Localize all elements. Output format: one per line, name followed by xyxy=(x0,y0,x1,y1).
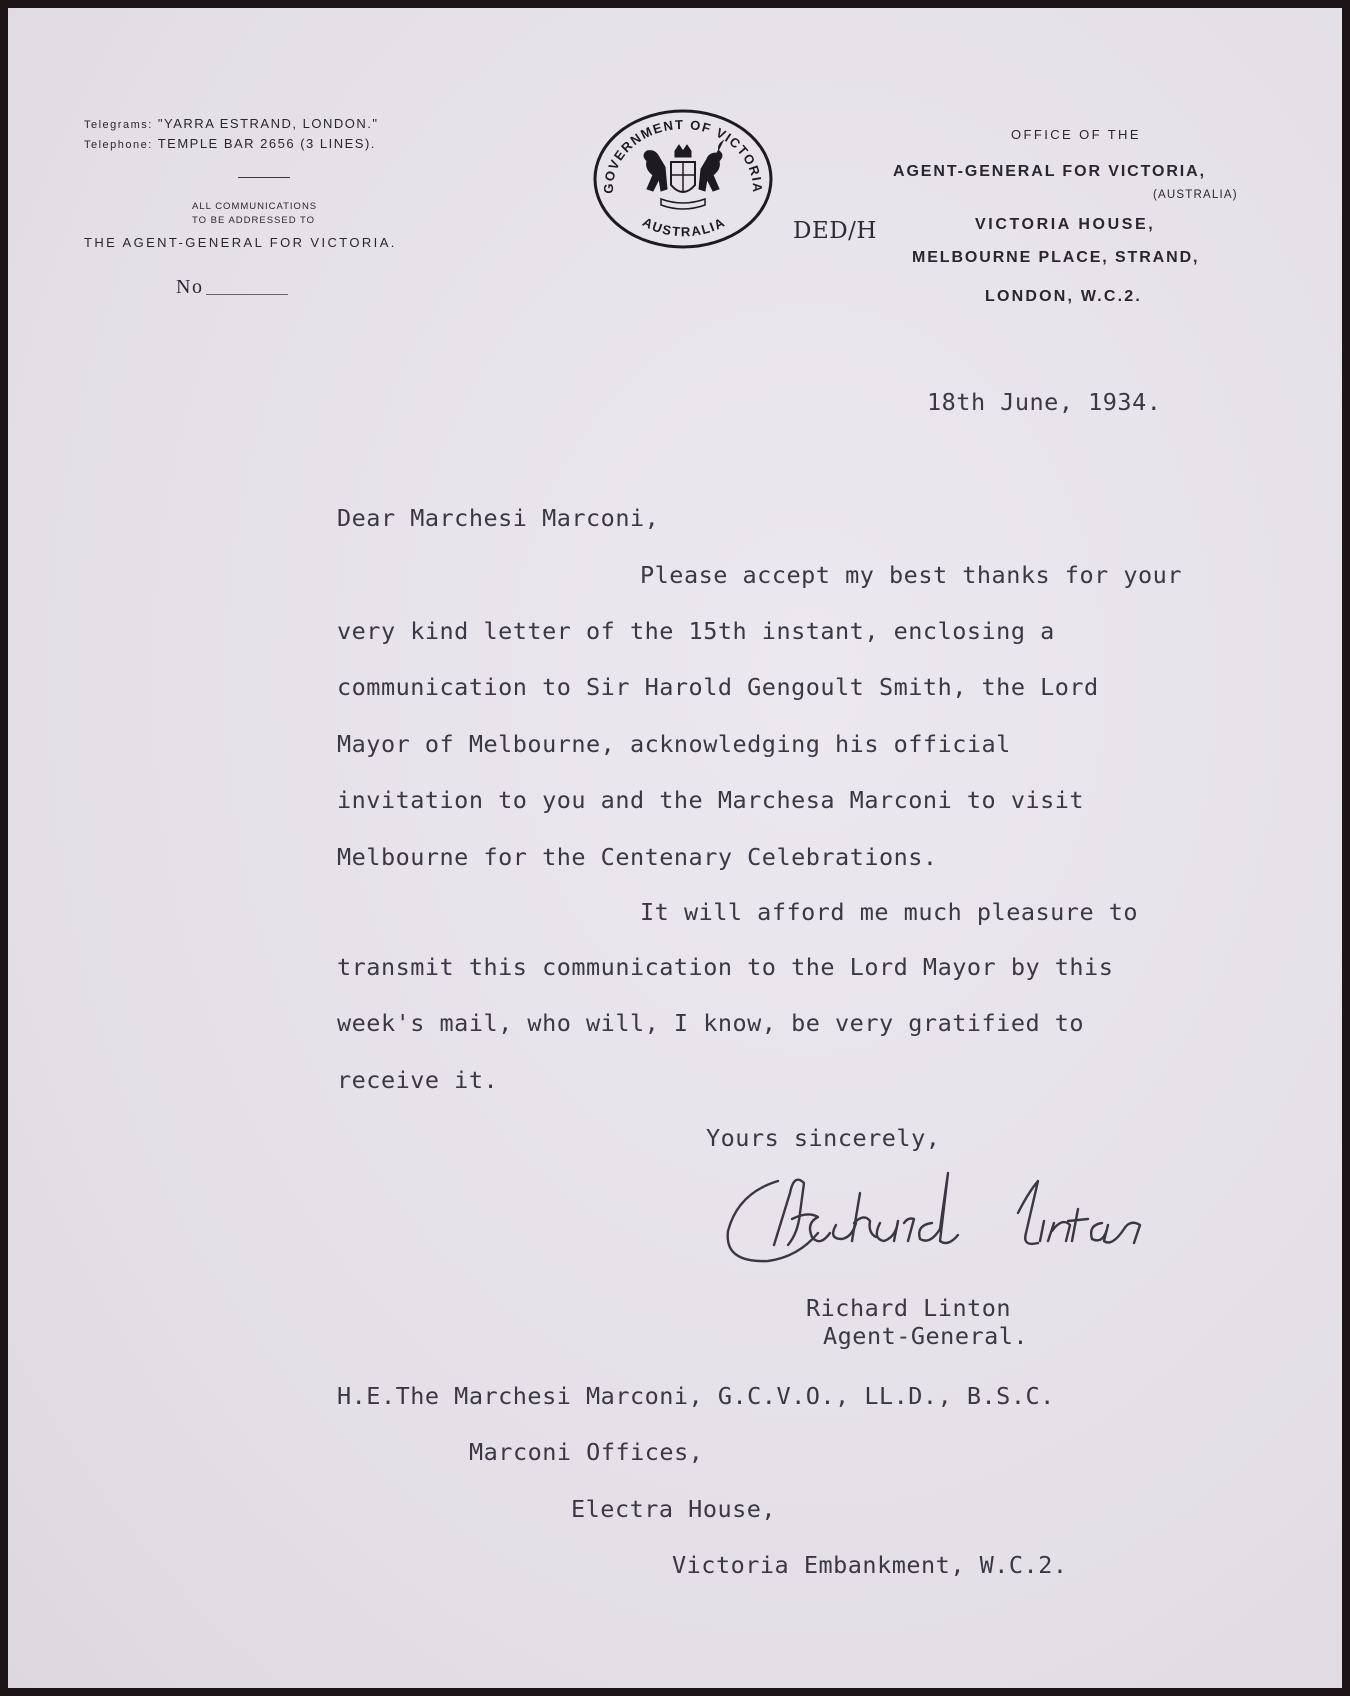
addressee-line: Marconi Offices, xyxy=(469,1438,704,1466)
body-line: invitation to you and the Marchesa Marconi to visit xyxy=(337,786,1085,814)
body-line: Melbourne for the Centenary Celebrations. xyxy=(337,843,938,871)
telephone-line xyxy=(84,136,376,151)
body-line: communication to Sir Harold Gengoult Smith, the Lord xyxy=(337,673,1099,701)
number-underline xyxy=(206,294,288,295)
coat-of-arms-icon xyxy=(644,141,723,209)
letter-page xyxy=(8,8,1342,1688)
addressee-line: Electra House, xyxy=(571,1495,777,1523)
addressee-line: H.E.The Marchesi Marconi, G.C.V.O., LL.D., B.S.C. xyxy=(337,1382,1055,1410)
body-line: Mayor of Melbourne, acknowledging his official xyxy=(337,730,1011,758)
reference-code: DED/H xyxy=(793,218,877,244)
number-label: No xyxy=(176,276,204,298)
body-line: very kind letter of the 15th instant, enclosing a xyxy=(337,617,1055,645)
office-line-2: AGENT-GENERAL FOR VICTORIA, xyxy=(893,163,1206,180)
letterhead-divider xyxy=(238,177,290,178)
communications-line-1: ALL COMMUNICATIONS xyxy=(192,201,318,212)
office-line-4: VICTORIA HOUSE, xyxy=(975,216,1156,233)
communications-line-2: TO BE ADDRESSED TO xyxy=(192,215,316,226)
closing: Yours sincerely, xyxy=(706,1124,941,1152)
signer-title: Agent-General. xyxy=(823,1322,1029,1350)
handwritten-signature xyxy=(708,1153,1298,1283)
letter-date: 18th June, 1934. xyxy=(927,388,1162,416)
office-line-5: MELBOURNE PLACE, STRAND, xyxy=(912,249,1200,266)
seal-bottom-text: AUSTRALIA xyxy=(640,214,728,240)
seal-top-text: GOVERNMENT OF VICTORIA xyxy=(600,116,766,194)
addressee-line: Victoria Embankment, W.C.2. xyxy=(672,1551,1068,1579)
telephone-label: Telephone: xyxy=(84,139,153,151)
office-line-3: (AUSTRALIA) xyxy=(1153,189,1238,201)
telegrams-line xyxy=(84,116,378,131)
body-line: Please accept my best thanks for your xyxy=(640,561,1182,589)
office-line-1: OFFICE OF THE xyxy=(1011,127,1141,142)
government-seal-emblem xyxy=(591,107,775,251)
body-line: It will afford me much pleasure to xyxy=(640,898,1139,926)
body-line: transmit this communication to the Lord Mayor by this xyxy=(337,953,1114,981)
signer-name: Richard Linton xyxy=(806,1294,1012,1322)
body-line: week's mail, who will, I know, be very gratified to xyxy=(337,1009,1085,1037)
body-line: receive it. xyxy=(337,1066,499,1094)
telegrams-label: Telegrams: xyxy=(84,119,153,131)
salutation: Dear Marchesi Marconi, xyxy=(337,504,660,532)
telegrams-value: "YARRA ESTRAND, LONDON." xyxy=(157,116,379,131)
communications-line-3: THE AGENT-GENERAL FOR VICTORIA. xyxy=(84,235,397,250)
telephone-value: TEMPLE BAR 2656 (3 LINES). xyxy=(157,136,376,151)
office-line-6: LONDON, W.C.2. xyxy=(985,288,1143,305)
svg-text:AUSTRALIA xyxy=(640,214,728,239)
